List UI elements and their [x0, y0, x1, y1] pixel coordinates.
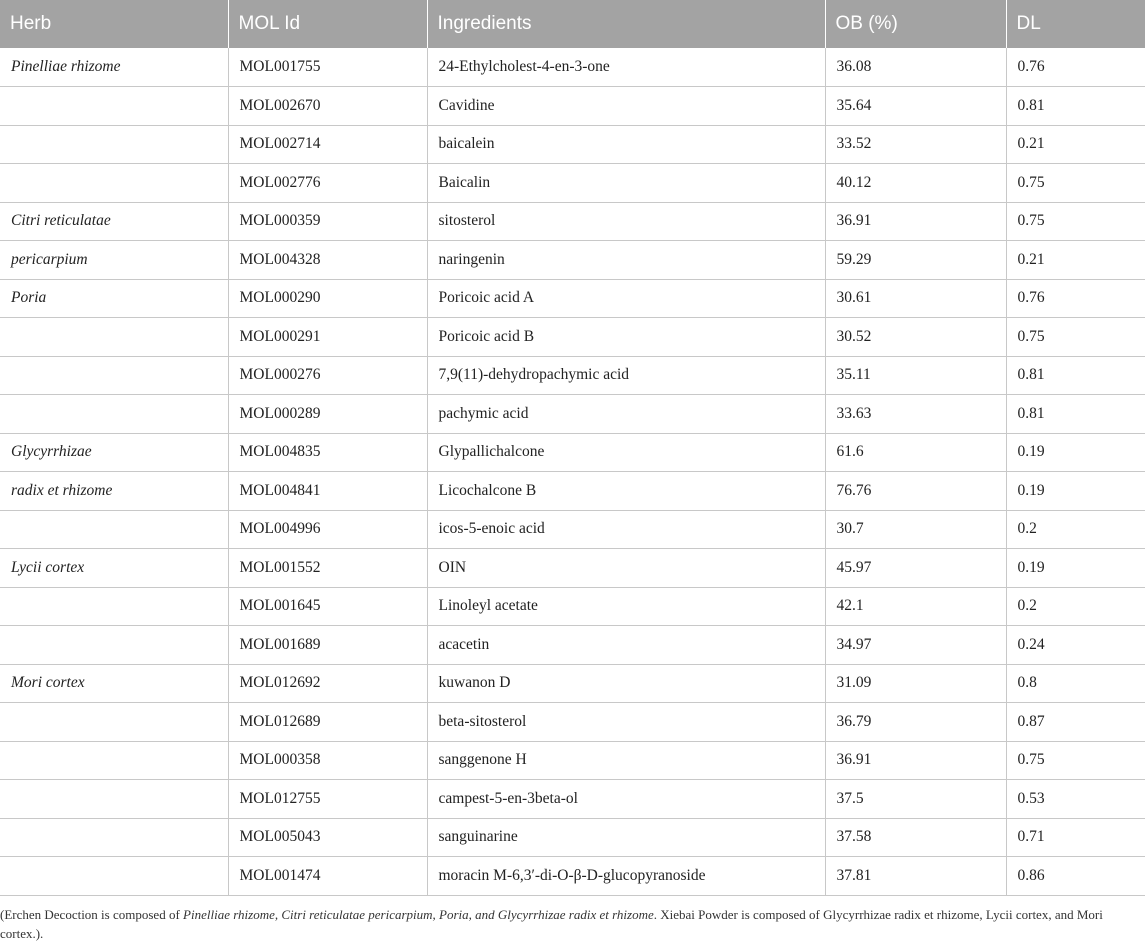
table-row [0, 472, 1145, 511]
ingredient-cell: campest-5-en-3beta-ol [427, 780, 825, 819]
ingredient-cell: moracin M-6,3′-di-O-β-D-glucopyranoside [427, 857, 825, 896]
herb-cell [0, 395, 228, 434]
ob-cell: 30.61 [825, 279, 1006, 318]
table-header-row [0, 0, 1145, 48]
mol-id-cell: MOL012689 [228, 703, 427, 742]
herb-cell [0, 125, 228, 164]
ob-cell: 40.12 [825, 164, 1006, 203]
table-row [0, 587, 1145, 626]
dl-cell: 0.71 [1006, 818, 1145, 857]
ingredient-cell: pachymic acid [427, 395, 825, 434]
ob-cell: 37.5 [825, 780, 1006, 819]
herb-cell [0, 510, 228, 549]
ob-cell: 30.7 [825, 510, 1006, 549]
mol-id-cell: MOL000359 [228, 202, 427, 241]
dl-cell: 0.76 [1006, 279, 1145, 318]
ob-cell: 33.63 [825, 395, 1006, 434]
mol-id-cell: MOL012755 [228, 780, 427, 819]
dl-cell: 0.21 [1006, 241, 1145, 280]
herb-cell: Mori cortex [0, 664, 228, 703]
ob-cell: 35.11 [825, 356, 1006, 395]
footnote-text-2: . Xiebai Powder is composed of Glycyrrhizae radix et rhizome, Lycii cortex, and Mori cortex.). [0, 907, 1103, 941]
herb-cell: Glycyrrhizae [0, 433, 228, 472]
table-row [0, 510, 1145, 549]
table-row [0, 202, 1145, 241]
footnote-herbs-italic: Pinelliae rhizome, Citri reticulatae pericarpium, Poria, and Glycyrrhizae radix et rhizome [183, 907, 654, 922]
header-mol-id: MOL Id [228, 0, 427, 48]
dl-cell: 0.8 [1006, 664, 1145, 703]
table-row [0, 164, 1145, 203]
table-row [0, 857, 1145, 896]
table-row [0, 87, 1145, 126]
ingredient-cell: kuwanon D [427, 664, 825, 703]
header-ob: OB (%) [825, 0, 1006, 48]
mol-id-cell: MOL002776 [228, 164, 427, 203]
dl-cell: 0.53 [1006, 780, 1145, 819]
ob-cell: 36.91 [825, 202, 1006, 241]
table-row [0, 703, 1145, 742]
ingredient-cell: acacetin [427, 626, 825, 665]
dl-cell: 0.24 [1006, 626, 1145, 665]
ob-cell: 76.76 [825, 472, 1006, 511]
ingredient-cell: 24-Ethylcholest-4-en-3-one [427, 48, 825, 87]
ob-cell: 31.09 [825, 664, 1006, 703]
herb-cell [0, 780, 228, 819]
ingredient-cell: sitosterol [427, 202, 825, 241]
table-row [0, 549, 1145, 588]
table-row [0, 241, 1145, 280]
mol-id-cell: MOL005043 [228, 818, 427, 857]
dl-cell: 0.86 [1006, 857, 1145, 896]
herb-cell: pericarpium [0, 241, 228, 280]
table-row [0, 433, 1145, 472]
ob-cell: 34.97 [825, 626, 1006, 665]
herb-cell: Pinelliae rhizome [0, 48, 228, 87]
ob-cell: 59.29 [825, 241, 1006, 280]
table-body [0, 48, 1145, 895]
table-row [0, 780, 1145, 819]
ingredient-cell: sanggenone H [427, 741, 825, 780]
herb-cell [0, 818, 228, 857]
mol-id-cell: MOL001645 [228, 587, 427, 626]
ingredient-cell: 7,9(11)-dehydropachymic acid [427, 356, 825, 395]
herb-cell [0, 87, 228, 126]
mol-id-cell: MOL001755 [228, 48, 427, 87]
table-row [0, 318, 1145, 357]
mol-id-cell: MOL001474 [228, 857, 427, 896]
table-row [0, 741, 1145, 780]
mol-id-cell: MOL004328 [228, 241, 427, 280]
dl-cell: 0.2 [1006, 587, 1145, 626]
table-row [0, 279, 1145, 318]
ingredient-cell: OIN [427, 549, 825, 588]
ob-cell: 35.64 [825, 87, 1006, 126]
ob-cell: 42.1 [825, 587, 1006, 626]
mol-id-cell: MOL004996 [228, 510, 427, 549]
mol-id-cell: MOL000276 [228, 356, 427, 395]
dl-cell: 0.81 [1006, 87, 1145, 126]
table-row [0, 48, 1145, 87]
dl-cell: 0.19 [1006, 433, 1145, 472]
ingredient-cell: Poricoic acid B [427, 318, 825, 357]
ingredient-cell: Baicalin [427, 164, 825, 203]
ingredient-cell: Cavidine [427, 87, 825, 126]
dl-cell: 0.75 [1006, 164, 1145, 203]
dl-cell: 0.87 [1006, 703, 1145, 742]
herb-cell [0, 741, 228, 780]
footnote-text-1: (Erchen Decoction is composed of [0, 907, 184, 922]
herb-cell: Poria [0, 279, 228, 318]
header-herb: Herb [10, 13, 52, 34]
ingredient-cell: beta-sitosterol [427, 703, 825, 742]
herb-cell [0, 587, 228, 626]
mol-id-cell: MOL001552 [228, 549, 427, 588]
dl-cell: 0.75 [1006, 741, 1145, 780]
dl-cell: 0.76 [1006, 48, 1145, 87]
table-row [0, 395, 1145, 434]
mol-id-cell: MOL002714 [228, 125, 427, 164]
mol-id-cell: MOL000291 [228, 318, 427, 357]
header-ingredients: Ingredients [427, 0, 825, 48]
herb-cell [0, 164, 228, 203]
herb-cell [0, 626, 228, 665]
ingredient-cell: Glypallichalcone [427, 433, 825, 472]
ingredient-cell: Linoleyl acetate [427, 587, 825, 626]
ob-cell: 45.97 [825, 549, 1006, 588]
mol-id-cell: MOL002670 [228, 87, 427, 126]
table-row [0, 356, 1145, 395]
mol-id-cell: MOL000358 [228, 741, 427, 780]
dl-cell: 0.81 [1006, 356, 1145, 395]
ob-cell: 36.91 [825, 741, 1006, 780]
herb-cell [0, 857, 228, 896]
table-footnote [0, 905, 1140, 943]
header-dl: DL [1006, 0, 1145, 48]
mol-id-cell: MOL000289 [228, 395, 427, 434]
dl-cell: 0.75 [1006, 202, 1145, 241]
ob-cell: 30.52 [825, 318, 1006, 357]
mol-id-cell: MOL001689 [228, 626, 427, 665]
mol-id-cell: MOL004835 [228, 433, 427, 472]
herb-cell: Citri reticulatae [0, 202, 228, 241]
table-row [0, 818, 1145, 857]
ingredient-cell: baicalein [427, 125, 825, 164]
ingredient-cell: sanguinarine [427, 818, 825, 857]
herb-cell: Lycii cortex [0, 549, 228, 588]
dl-cell: 0.19 [1006, 472, 1145, 511]
ob-cell: 33.52 [825, 125, 1006, 164]
ob-cell: 37.58 [825, 818, 1006, 857]
ingredient-cell: naringenin [427, 241, 825, 280]
dl-cell: 0.21 [1006, 125, 1145, 164]
herb-cell [0, 356, 228, 395]
herb-cell: radix et rhizome [0, 472, 228, 511]
ob-cell: 37.81 [825, 857, 1006, 896]
dl-cell: 0.2 [1006, 510, 1145, 549]
mol-id-cell: MOL000290 [228, 279, 427, 318]
ob-cell: 61.6 [825, 433, 1006, 472]
table-row [0, 664, 1145, 703]
herb-cell [0, 318, 228, 357]
ingredient-cell: Licochalcone B [427, 472, 825, 511]
table-row [0, 626, 1145, 665]
dl-cell: 0.75 [1006, 318, 1145, 357]
ingredient-cell: Poricoic acid A [427, 279, 825, 318]
table-row [0, 125, 1145, 164]
ob-cell: 36.08 [825, 48, 1006, 87]
dl-cell: 0.19 [1006, 549, 1145, 588]
ingredient-cell: icos-5-enoic acid [427, 510, 825, 549]
mol-id-cell: MOL012692 [228, 664, 427, 703]
mol-id-cell: MOL004841 [228, 472, 427, 511]
ob-cell: 36.79 [825, 703, 1006, 742]
dl-cell: 0.81 [1006, 395, 1145, 434]
herb-cell [0, 703, 228, 742]
